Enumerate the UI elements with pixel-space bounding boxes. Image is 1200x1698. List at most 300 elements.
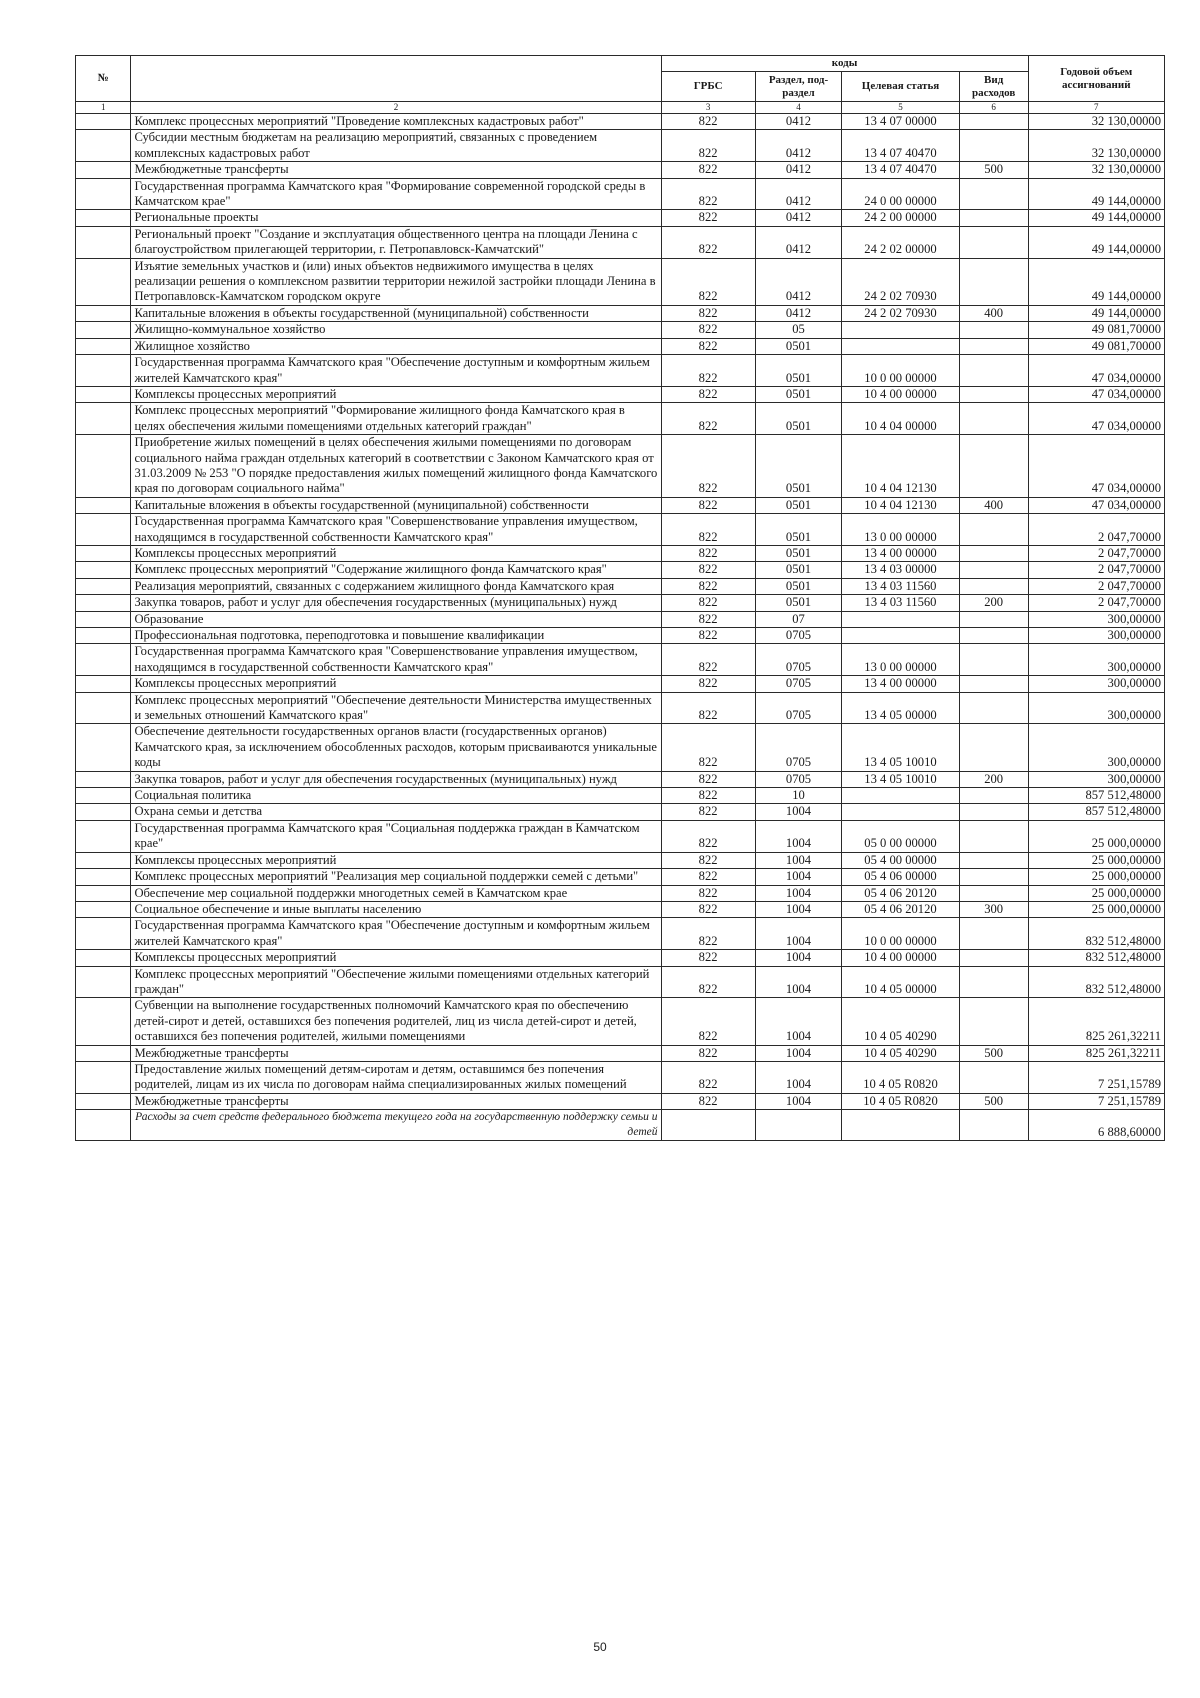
row-target: 13 4 00 00000: [842, 545, 960, 561]
row-number-cell: [76, 966, 131, 998]
row-exp-type: [959, 1110, 1028, 1141]
row-exp-type: [959, 692, 1028, 724]
table-row: [76, 130, 1165, 162]
row-target: 13 4 07 40470: [842, 130, 960, 162]
row-number-cell: [76, 724, 131, 771]
row-section: 0412: [755, 178, 841, 210]
row-amount: 49 144,00000: [1028, 258, 1164, 305]
row-name: Расходы за счет средств федерального бюджета текущего года на государственную поддержку семьи и детей: [131, 1110, 661, 1141]
row-exp-type: [959, 950, 1028, 966]
row-number-cell: [76, 611, 131, 627]
row-target: [842, 788, 960, 804]
row-amount: 300,00000: [1028, 676, 1164, 692]
row-section: 0412: [755, 162, 841, 178]
row-exp-type: [959, 355, 1028, 387]
row-number-cell: [76, 771, 131, 787]
row-section: 1004: [755, 998, 841, 1045]
row-target: 24 2 02 70930: [842, 258, 960, 305]
row-section: 1004: [755, 1045, 841, 1061]
row-name: Капитальные вложения в объекты государственной (муниципальной) собственности: [131, 305, 661, 321]
row-number-cell: [76, 322, 131, 338]
row-grbs: 822: [661, 435, 755, 498]
table-row: [76, 918, 1165, 950]
row-exp-type: 400: [959, 305, 1028, 321]
row-grbs: 822: [661, 114, 755, 130]
row-exp-type: [959, 628, 1028, 644]
row-amount: 49 081,70000: [1028, 338, 1164, 354]
row-exp-type: [959, 322, 1028, 338]
row-number-cell: [76, 386, 131, 402]
table-row: [76, 692, 1165, 724]
row-number-cell: [76, 403, 131, 435]
row-amount: 2 047,70000: [1028, 595, 1164, 611]
row-target: 13 4 03 11560: [842, 578, 960, 594]
row-name: Комплексы процессных мероприятий: [131, 852, 661, 868]
row-exp-type: [959, 788, 1028, 804]
row-target: 13 0 00 00000: [842, 644, 960, 676]
row-section: 0501: [755, 562, 841, 578]
row-exp-type: 400: [959, 497, 1028, 513]
row-section: 0412: [755, 130, 841, 162]
row-exp-type: 200: [959, 771, 1028, 787]
row-grbs: 822: [661, 578, 755, 594]
row-amount: 25 000,00000: [1028, 885, 1164, 901]
table-row: [76, 676, 1165, 692]
row-exp-type: [959, 869, 1028, 885]
row-section: 0705: [755, 676, 841, 692]
budget-table: [75, 55, 1165, 1141]
row-exp-type: [959, 545, 1028, 561]
row-grbs: 822: [661, 788, 755, 804]
row-section: 10: [755, 788, 841, 804]
row-grbs: 822: [661, 771, 755, 787]
table-row: [76, 869, 1165, 885]
row-exp-type: [959, 852, 1028, 868]
row-target: 24 2 00 00000: [842, 210, 960, 226]
table-row: [76, 950, 1165, 966]
row-section: 1004: [755, 901, 841, 917]
row-name: Комплекс процессных мероприятий "Обеспечение деятельности Министерства имущественных и земельных отношений Камчатского края": [131, 692, 661, 724]
row-amount: 25 000,00000: [1028, 901, 1164, 917]
row-target: 05 4 06 20120: [842, 885, 960, 901]
row-name: Комплекс процессных мероприятий "Реализация мер социальной поддержки семей с детьми": [131, 869, 661, 885]
row-name: Государственная программа Камчатского края "Обеспечение доступным и комфортным жильем жителей Камчатского края": [131, 355, 661, 387]
header-annual: Годовой объем ассигнований: [1028, 56, 1164, 102]
row-grbs: [661, 1110, 755, 1141]
page-number: 50: [593, 1640, 607, 1654]
row-name: Предоставление жилых помещений детям-сиротам и детям, оставшимся без попечения родителей, лицам из их числа по договорам найма специализированных жилых помещений: [131, 1061, 661, 1093]
row-number-cell: [76, 338, 131, 354]
row-section: 0412: [755, 226, 841, 258]
row-exp-type: 500: [959, 162, 1028, 178]
row-section: 0501: [755, 338, 841, 354]
row-amount: 7 251,15789: [1028, 1061, 1164, 1093]
row-target: 13 4 07 40470: [842, 162, 960, 178]
row-number-cell: [76, 628, 131, 644]
row-number-cell: [76, 804, 131, 820]
row-grbs: 822: [661, 966, 755, 998]
row-target: 24 2 02 70930: [842, 305, 960, 321]
row-target: 13 4 07 00000: [842, 114, 960, 130]
row-grbs: 822: [661, 611, 755, 627]
row-section: 0501: [755, 386, 841, 402]
row-target: 13 4 05 10010: [842, 724, 960, 771]
row-number-cell: [76, 676, 131, 692]
row-grbs: 822: [661, 724, 755, 771]
row-grbs: 822: [661, 595, 755, 611]
row-number-cell: [76, 998, 131, 1045]
row-amount: 47 034,00000: [1028, 403, 1164, 435]
col-number: 6: [959, 102, 1028, 114]
table-row: [76, 1045, 1165, 1061]
row-grbs: 822: [661, 628, 755, 644]
row-target: 24 2 02 00000: [842, 226, 960, 258]
row-grbs: 822: [661, 514, 755, 546]
row-name: Комплексы процессных мероприятий: [131, 950, 661, 966]
table-row: [76, 226, 1165, 258]
table-row: [76, 820, 1165, 852]
row-name: Комплекс процессных мероприятий "Формирование жилищного фонда Камчатского края в целях обеспечения жилыми помещениями отдельных категорий граждан": [131, 403, 661, 435]
row-number-cell: [76, 1093, 131, 1109]
row-name: Государственная программа Камчатского края "Совершенствование управления имуществом, находящимся в государственной собственности Камчатского края": [131, 644, 661, 676]
row-exp-type: [959, 338, 1028, 354]
row-grbs: 822: [661, 338, 755, 354]
row-section: 0501: [755, 545, 841, 561]
row-name: Изъятие земельных участков и (или) иных объектов недвижимого имущества в целях реализации решения о комплексном развитии территории нежилой застройки площади Ленина в Петропавловск-Камчатском городском округе: [131, 258, 661, 305]
row-exp-type: [959, 562, 1028, 578]
row-target: 10 4 04 12130: [842, 435, 960, 498]
row-amount: 32 130,00000: [1028, 162, 1164, 178]
table-row: [76, 1061, 1165, 1093]
row-exp-type: [959, 644, 1028, 676]
table-row: [76, 178, 1165, 210]
row-amount: 300,00000: [1028, 724, 1164, 771]
col-number: 5: [842, 102, 960, 114]
row-grbs: 822: [661, 820, 755, 852]
row-amount: 832 512,48000: [1028, 950, 1164, 966]
row-exp-type: [959, 578, 1028, 594]
row-exp-type: [959, 966, 1028, 998]
row-exp-type: 200: [959, 595, 1028, 611]
row-section: 0412: [755, 114, 841, 130]
table-row: [76, 804, 1165, 820]
row-amount: 2 047,70000: [1028, 578, 1164, 594]
row-amount: 49 144,00000: [1028, 178, 1164, 210]
row-exp-type: [959, 435, 1028, 498]
row-section: 05: [755, 322, 841, 338]
row-grbs: 822: [661, 403, 755, 435]
row-target: [842, 1110, 960, 1141]
row-exp-type: [959, 403, 1028, 435]
row-target: 10 4 05 R0820: [842, 1061, 960, 1093]
row-grbs: 822: [661, 804, 755, 820]
row-name: Профессиональная подготовка, переподготовка и повышение квалификации: [131, 628, 661, 644]
row-name: Охрана семьи и детства: [131, 804, 661, 820]
row-exp-type: [959, 885, 1028, 901]
row-amount: 47 034,00000: [1028, 435, 1164, 498]
header-codes: коды: [661, 56, 1028, 72]
row-target: 05 4 00 00000: [842, 852, 960, 868]
row-grbs: 822: [661, 950, 755, 966]
table-row: [76, 1110, 1165, 1141]
row-number-cell: [76, 545, 131, 561]
row-number-cell: [76, 178, 131, 210]
row-exp-type: [959, 514, 1028, 546]
row-target: [842, 611, 960, 627]
table-row: [76, 355, 1165, 387]
row-grbs: 822: [661, 676, 755, 692]
row-target: 13 4 03 00000: [842, 562, 960, 578]
row-target: 10 4 05 40290: [842, 998, 960, 1045]
row-number-cell: [76, 355, 131, 387]
row-amount: 47 034,00000: [1028, 355, 1164, 387]
table-row: [76, 338, 1165, 354]
row-section: 0705: [755, 692, 841, 724]
row-name: Комплексы процессных мероприятий: [131, 386, 661, 402]
row-name: Межбюджетные трансферты: [131, 1045, 661, 1061]
row-target: 13 4 05 00000: [842, 692, 960, 724]
col-number: 1: [76, 102, 131, 114]
row-amount: 32 130,00000: [1028, 114, 1164, 130]
row-exp-type: [959, 114, 1028, 130]
row-amount: 32 130,00000: [1028, 130, 1164, 162]
row-amount: 25 000,00000: [1028, 852, 1164, 868]
row-grbs: 822: [661, 178, 755, 210]
row-amount: 300,00000: [1028, 628, 1164, 644]
row-number-cell: [76, 130, 131, 162]
row-section: 0501: [755, 355, 841, 387]
row-number-cell: [76, 258, 131, 305]
row-name: Субсидии местным бюджетам на реализацию мероприятий, связанных с проведением комплексных кадастровых работ: [131, 130, 661, 162]
col-number: 2: [131, 102, 661, 114]
row-target: 10 4 05 00000: [842, 966, 960, 998]
row-amount: 49 081,70000: [1028, 322, 1164, 338]
row-amount: 300,00000: [1028, 644, 1164, 676]
col-number: 7: [1028, 102, 1164, 114]
table-row: [76, 1093, 1165, 1109]
row-section: 0705: [755, 644, 841, 676]
table-row: [76, 724, 1165, 771]
row-grbs: 822: [661, 852, 755, 868]
row-exp-type: 500: [959, 1093, 1028, 1109]
row-name: Субвенции на выполнение государственных полномочий Камчатского края по обеспечению детей-сирот и детей, оставшихся без попечения родителей, лиц из числа детей-сирот и детей, оставшихся без попечения родителей, жилыми помещениями: [131, 998, 661, 1045]
table-row: [76, 258, 1165, 305]
row-section: 1004: [755, 1061, 841, 1093]
row-target: 05 4 06 20120: [842, 901, 960, 917]
row-exp-type: [959, 1061, 1028, 1093]
row-name: Государственная программа Камчатского края "Обеспечение доступным и комфортным жильем жителей Камчатского края": [131, 918, 661, 950]
table-row: [76, 901, 1165, 917]
row-grbs: 822: [661, 644, 755, 676]
row-grbs: 822: [661, 258, 755, 305]
row-number-cell: [76, 562, 131, 578]
row-section: [755, 1110, 841, 1141]
row-grbs: 822: [661, 545, 755, 561]
row-amount: 2 047,70000: [1028, 514, 1164, 546]
row-target: 24 0 00 00000: [842, 178, 960, 210]
table-row: [76, 595, 1165, 611]
table-row: [76, 771, 1165, 787]
row-section: 1004: [755, 1093, 841, 1109]
row-exp-type: 300: [959, 901, 1028, 917]
row-grbs: 822: [661, 210, 755, 226]
row-section: 0501: [755, 497, 841, 513]
row-target: 05 4 06 00000: [842, 869, 960, 885]
row-name: Обеспечение мер социальной поддержки многодетных семей в Камчатском крае: [131, 885, 661, 901]
row-number-cell: [76, 644, 131, 676]
row-number-cell: [76, 788, 131, 804]
col-number: 4: [755, 102, 841, 114]
row-target: 10 0 00 00000: [842, 918, 960, 950]
row-grbs: 822: [661, 998, 755, 1045]
row-amount: 857 512,48000: [1028, 788, 1164, 804]
row-exp-type: [959, 178, 1028, 210]
row-name: Государственная программа Камчатского края "Социальная поддержка граждан в Камчатском крае": [131, 820, 661, 852]
row-grbs: 822: [661, 130, 755, 162]
row-number-cell: [76, 1110, 131, 1141]
row-amount: 47 034,00000: [1028, 497, 1164, 513]
row-grbs: 822: [661, 162, 755, 178]
row-section: 0412: [755, 258, 841, 305]
row-exp-type: [959, 676, 1028, 692]
row-target: 10 4 05 R0820: [842, 1093, 960, 1109]
table-row: [76, 386, 1165, 402]
table-row: [76, 611, 1165, 627]
row-section: 0705: [755, 771, 841, 787]
row-section: 1004: [755, 966, 841, 998]
row-section: 1004: [755, 950, 841, 966]
row-number-cell: [76, 162, 131, 178]
row-number-cell: [76, 1061, 131, 1093]
header-exp-type: Вид расходов: [959, 72, 1028, 102]
table-row: [76, 545, 1165, 561]
table-row: [76, 852, 1165, 868]
row-number-cell: [76, 901, 131, 917]
row-target: 13 4 03 11560: [842, 595, 960, 611]
row-number-cell: [76, 578, 131, 594]
row-amount: 832 512,48000: [1028, 966, 1164, 998]
row-grbs: 822: [661, 322, 755, 338]
table-row: [76, 162, 1165, 178]
row-target: 10 0 00 00000: [842, 355, 960, 387]
row-target: 10 4 00 00000: [842, 386, 960, 402]
row-name: Закупка товаров, работ и услуг для обеспечения государственных (муниципальных) нужд: [131, 771, 661, 787]
row-name: Государственная программа Камчатского края "Совершенствование управления имуществом, находящимся в государственной собственности Камчатского края": [131, 514, 661, 546]
row-name: Капитальные вложения в объекты государственной (муниципальной) собственности: [131, 497, 661, 513]
row-number-cell: [76, 435, 131, 498]
row-target: [842, 804, 960, 820]
row-section: 0501: [755, 403, 841, 435]
row-number-cell: [76, 692, 131, 724]
row-grbs: 822: [661, 1093, 755, 1109]
row-number-cell: [76, 226, 131, 258]
row-amount: 6 888,60000: [1028, 1110, 1164, 1141]
row-section: 1004: [755, 852, 841, 868]
row-number-cell: [76, 852, 131, 868]
table-row: [76, 788, 1165, 804]
row-amount: 49 144,00000: [1028, 226, 1164, 258]
row-grbs: 822: [661, 918, 755, 950]
row-amount: 47 034,00000: [1028, 386, 1164, 402]
row-section: 07: [755, 611, 841, 627]
row-grbs: 822: [661, 885, 755, 901]
table-row: [76, 305, 1165, 321]
row-section: 0501: [755, 595, 841, 611]
row-name: Государственная программа Камчатского края "Формирование современной городской среды в Камчатском крае": [131, 178, 661, 210]
row-amount: 25 000,00000: [1028, 820, 1164, 852]
table-row: [76, 322, 1165, 338]
row-grbs: 822: [661, 226, 755, 258]
row-section: 0705: [755, 628, 841, 644]
row-name: Закупка товаров, работ и услуг для обеспечения государственных (муниципальных) нужд: [131, 595, 661, 611]
row-name: Комплекс процессных мероприятий "Обеспечение жилыми помещениями отдельных категорий граждан": [131, 966, 661, 998]
row-amount: 25 000,00000: [1028, 869, 1164, 885]
row-number-cell: [76, 114, 131, 130]
row-target: 10 4 04 00000: [842, 403, 960, 435]
row-name: Социальная политика: [131, 788, 661, 804]
row-name: Межбюджетные трансферты: [131, 162, 661, 178]
row-target: [842, 322, 960, 338]
row-target: 13 4 00 00000: [842, 676, 960, 692]
table-body: [76, 114, 1165, 1141]
table-row: [76, 998, 1165, 1045]
table-row: [76, 435, 1165, 498]
row-amount: 300,00000: [1028, 611, 1164, 627]
row-amount: 300,00000: [1028, 771, 1164, 787]
row-grbs: 822: [661, 692, 755, 724]
row-grbs: 822: [661, 901, 755, 917]
row-target: 10 4 00 00000: [842, 950, 960, 966]
row-name: Комплекс процессных мероприятий "Содержание жилищного фонда Камчатского края": [131, 562, 661, 578]
row-section: 0501: [755, 514, 841, 546]
row-number-cell: [76, 1045, 131, 1061]
row-target: 05 0 00 00000: [842, 820, 960, 852]
row-amount: 2 047,70000: [1028, 562, 1164, 578]
row-section: 0705: [755, 724, 841, 771]
header-name: [131, 56, 661, 102]
row-section: 1004: [755, 918, 841, 950]
row-name: Жилищно-коммунальное хозяйство: [131, 322, 661, 338]
header-grbs: ГРБС: [661, 72, 755, 102]
row-name: Обеспечение деятельности государственных органов власти (государственных органов) Камчатского края, за исключением обособленных расходов, которым присваиваются уникальные коды: [131, 724, 661, 771]
row-target: 13 4 05 10010: [842, 771, 960, 787]
row-amount: 2 047,70000: [1028, 545, 1164, 561]
row-number-cell: [76, 305, 131, 321]
row-name: Комплекс процессных мероприятий "Проведение комплексных кадастровых работ": [131, 114, 661, 130]
row-grbs: 822: [661, 386, 755, 402]
row-amount: 857 512,48000: [1028, 804, 1164, 820]
row-section: 1004: [755, 869, 841, 885]
row-number-cell: [76, 820, 131, 852]
row-grbs: 822: [661, 497, 755, 513]
row-name: Приобретение жилых помещений в целях обеспечения жилыми помещениями по договорам социального найма граждан отдельных категорий в соответствии с Законом Камчатского края от 31.03.2009 № 253 "О порядке предоставления жилых помещений жилищного фонда Камчатского края по договорам социального найма": [131, 435, 661, 498]
row-exp-type: [959, 724, 1028, 771]
row-name: Региональный проект "Создание и эксплуатация общественного центра на площади Ленина с благоустройством прилегающей территории, г. Петропавловск-Камчатский": [131, 226, 661, 258]
row-amount: 300,00000: [1028, 692, 1164, 724]
row-target: 13 0 00 00000: [842, 514, 960, 546]
row-name: Социальное обеспечение и иные выплаты населению: [131, 901, 661, 917]
row-target: [842, 338, 960, 354]
row-grbs: 822: [661, 1061, 755, 1093]
row-name: Региональные проекты: [131, 210, 661, 226]
row-section: 0501: [755, 435, 841, 498]
row-number-cell: [76, 918, 131, 950]
row-amount: 825 261,32211: [1028, 998, 1164, 1045]
row-number-cell: [76, 595, 131, 611]
row-name: Реализация мероприятий, связанных с содержанием жилищного фонда Камчатского края: [131, 578, 661, 594]
row-name: Комплексы процессных мероприятий: [131, 676, 661, 692]
table-row: [76, 114, 1165, 130]
